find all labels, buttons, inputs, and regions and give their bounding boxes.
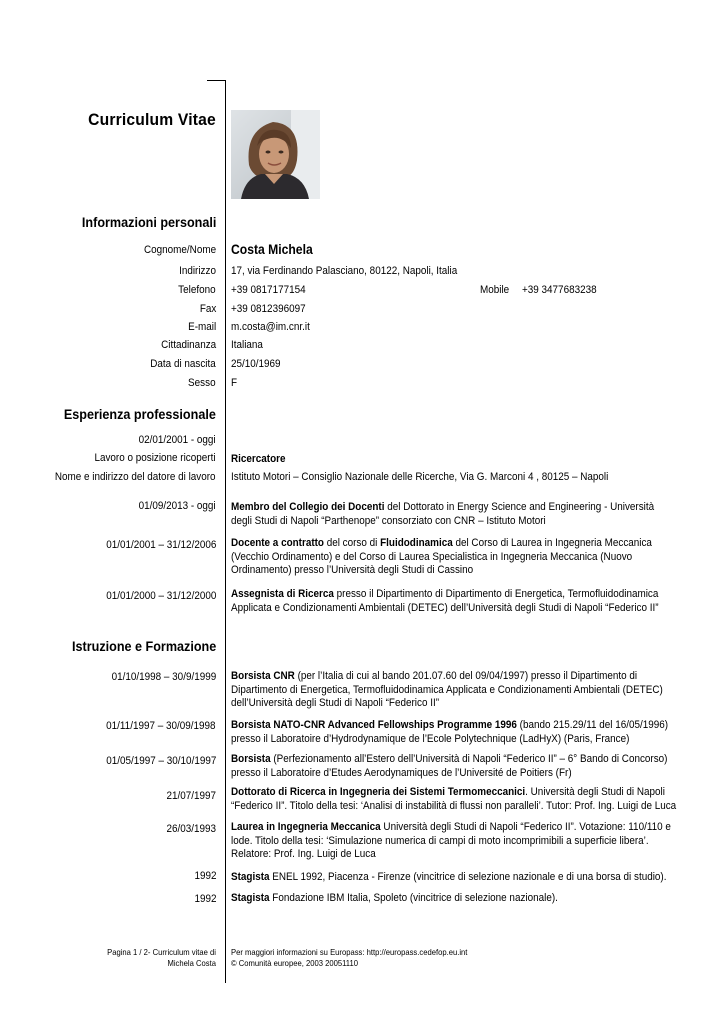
education-date: 01/10/1998 – 30/9/1999 [111,671,216,683]
sex-label: Sesso [188,377,216,389]
entry-text: del Corso di Laurea in Ingegneria Meccanica [452,537,652,549]
education-date: 26/03/1993 [166,823,216,835]
experience-entry [231,501,708,528]
education-entry [231,670,708,711]
phone-value: +39 0817177154 [231,284,306,296]
entry-title: Borsista [231,753,271,765]
header-rule [207,80,226,81]
section-personal-heading: Informazioni personali [81,214,216,230]
birthdate-value: 25/10/1969 [231,358,281,370]
experience-entry [231,537,708,578]
address-label: Indirizzo [179,265,216,277]
fax-label: Fax [199,303,216,315]
entry-title: Assegnista di Ricerca [231,588,334,600]
entry-text: (bando 215.29/11 del 16/05/1996) [516,719,669,731]
experience-date: 01/01/2001 – 31/12/2006 [105,539,216,551]
page-title: Curriculum Vitae [88,110,216,129]
experience-date: 02/01/2001 - oggi [138,434,216,446]
email-value[interactable]: m.costa@im.cnr.it [231,321,310,333]
entry-title: Dottorato di Ricerca in Ingegneria dei Sistemi Termomeccanici [231,786,526,798]
education-date: 21/07/1997 [166,790,216,802]
entry-title: Borsista CNR [231,670,295,682]
employer-value: Istituto Motori – Consiglio Nazionale delle Ricerche, Via G. Marconi 4 , 80125 – Napoli [231,471,609,483]
footer-page-line2: Michela Costa [167,958,216,968]
entry-text: presso il Dipartimento di Dipartimento di Energetica, Termofluidodinamica [333,588,659,600]
education-date: 01/11/1997 – 30/09/1998 [106,720,216,732]
experience-date: 01/01/2000 – 31/12/2000 [105,590,216,602]
footer-europass-link[interactable]: Per maggiori informazioni su Europass: http://europass.cedefop.eu.int [231,947,468,957]
footer-europass-info [231,947,467,969]
sex-value: F [231,377,238,389]
footer-copyright: © Comunità europee, 2003 20051110 [231,958,358,968]
education-entry [231,719,708,746]
education-entry [231,821,708,862]
entry-text: Ordinamento) presso l’Università degli Studi di Cassino [231,564,474,576]
education-date: 1992 [193,870,216,882]
footer-page-info [107,947,216,969]
entry-text: Fondazione IBM Italia, Spoleto (vincitrice di selezione nazionale). [269,892,558,904]
entry-text: “Federico II”. Titolo della tesi: ‘Analisi di instabilità di flussi non paralleli’. Tutor: Prof. Ing. Luigi de Luca [231,799,677,812]
citizenship-value: Italiana [231,339,263,351]
entry-title: Stagista [231,892,270,904]
entry-subject: Fluidodinamica [380,537,453,549]
citizenship-label: Cittadinanza [160,339,216,351]
fax-value: +39 0812396097 [231,303,306,315]
entry-text: del Dottorato in Energy Science and Engineering - Università [384,501,655,513]
section-experience-heading: Esperienza professionale [64,406,216,422]
mobile-value: +39 3477683238 [522,284,597,296]
entry-text: dell’Università degli Studi di Napoli “Federico II” [231,697,439,709]
entry-title: Borsista NATO-CNR Advanced Fellowships Programme 1996 [231,719,517,731]
employer-label: Nome e indirizzo del datore di lavoro [55,471,216,483]
entry-text: (per l’Italia di cui al bando 201.07.60 del 09/04/1997) presso il Dipartimento di [294,670,638,682]
position-value: Ricercatore [231,453,286,465]
education-date: 1992 [193,893,216,905]
entry-text: (Vecchio Ordinamento) e del Corso di Laurea Specialistica in Ingegneria Meccanica (Nuovo [231,550,633,563]
position-label: Lavoro o posizione ricoperti [94,452,216,464]
name-label: Cognome/Nome [143,244,216,256]
education-entry [231,871,708,885]
email-label: E-mail [187,321,216,333]
experience-entry [231,588,708,615]
address-value: 17, via Ferdinando Palasciano, 80122, Napoli, Italia [231,265,458,277]
education-date: 01/05/1997 – 30/10/1997 [105,755,216,767]
entry-text: ENEL 1992, Piacenza - Firenze (vincitrice di selezione nazionale e di una borsa di studio). [269,871,667,883]
entry-text: degli Studi di Napoli “Parthenope” consorziato con CNR – Istituto Motori [231,514,546,527]
entry-text: Dipartimento di Energetica, Termofluidodinamica Applicata e Condizionamenti Ambientali (DETEC) [231,683,663,696]
education-entry [231,786,708,813]
entry-text: presso il Laboratoire d’Etudes Aerodynamiques de l’Université de Poitiers (Fr) [231,766,572,779]
entry-text: . Università degli Studi di Napoli [525,786,665,798]
entry-title: Docente a contratto [231,537,324,549]
entry-text: presso il Laboratoire d’Hydrodynamique de l’Ecole Polytechnique (LadHyX) (Paris, France) [231,732,630,745]
phone-label: Telefono [178,284,216,296]
education-entry [231,892,708,906]
education-entry [231,753,708,780]
entry-title: Membro del Collegio dei Docenti [231,501,385,513]
entry-text: Relatore: Prof. Ing. Luigi de Luca [231,848,376,860]
section-education-heading: Istruzione e Formazione [71,638,216,654]
entry-text: lode. Titolo della tesi: ‘Simulazione numerica di campi di moto incomprimibili a superficie libera’. [231,834,649,847]
mobile-label: Mobile [480,284,510,296]
entry-text: (Perfezionamento all’Estero dell’Università di Napoli “Federico II” – 6° Bando di Concorso) [270,753,668,765]
entry-text: del corso di [323,537,381,549]
birthdate-label: Data di nascita [150,358,216,370]
experience-date: 01/09/2013 - oggi [138,500,216,512]
profile-photo [231,110,320,199]
entry-title: Stagista [231,871,270,883]
entry-title: Laurea in Ingegneria Meccanica [231,821,381,833]
name-value: Costa Michela [231,242,313,257]
entry-text: Applicata e Condizionamenti Ambientali (DETEC) dell’Università degli Studi di Napoli “Federico II” [231,601,659,614]
entry-text: Università degli Studi di Napoli “Federico II”. Votazione: 110/110 e [380,821,671,833]
footer-page-line1: Pagina 1 / 2- Curriculum vitae di [107,947,216,957]
column-divider [225,80,226,983]
